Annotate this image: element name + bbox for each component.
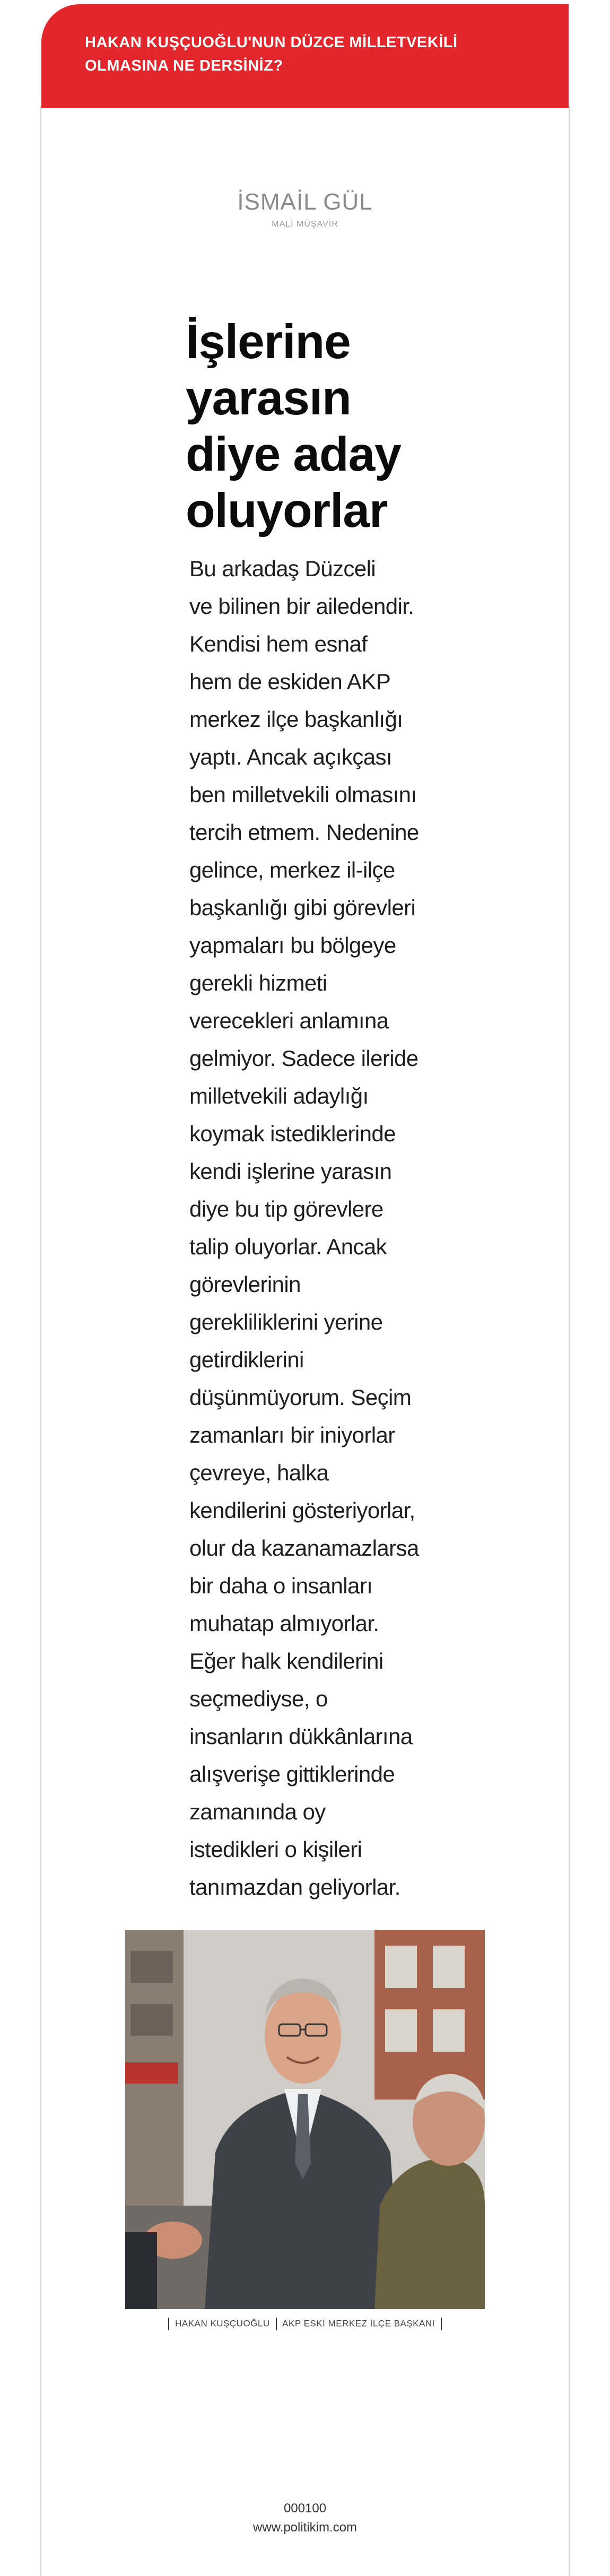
body-line: zamanında oy xyxy=(189,1799,326,1824)
body-line: kendi işlerine yarasın xyxy=(189,1159,392,1184)
body-line: diye bu tip görevlere xyxy=(189,1196,384,1221)
caption-name: HAKAN KUŞÇUOĞLU xyxy=(175,2318,270,2329)
body-line: koymak istediklerinde xyxy=(189,1121,396,1146)
headline-line: diye aday xyxy=(186,428,401,481)
body-line: hem de eskiden AKP xyxy=(189,669,391,694)
caption-separator xyxy=(276,2318,277,2330)
body-line: görevlerinin xyxy=(189,1272,301,1297)
man-face xyxy=(265,1988,341,2084)
photo-caption xyxy=(0,2318,610,2330)
body-line: milletvekili adaylığı xyxy=(189,1083,369,1108)
headline-line: oluyorlar xyxy=(186,484,388,537)
shop-sign xyxy=(125,2062,178,2084)
body-line: talip oluyorlar. Ancak xyxy=(189,1234,387,1259)
body-line: olur da kazanamazlarsa xyxy=(189,1536,419,1560)
article-headline xyxy=(186,314,483,539)
body-line: ben milletvekili olmasını xyxy=(189,782,417,807)
author-block xyxy=(0,189,610,229)
photo-illustration xyxy=(125,1930,485,2309)
article-body xyxy=(189,550,423,1906)
body-line: Eğer halk kendilerini xyxy=(189,1649,384,1673)
body-line: bir daha o insanları xyxy=(189,1573,373,1598)
body-line: alışverişe gittiklerinde xyxy=(189,1762,395,1786)
body-line: seçmediyse, o xyxy=(189,1686,328,1711)
website-link[interactable]: www.politikim.com xyxy=(252,2520,358,2535)
body-line: Bu arkadaş Düzceli xyxy=(189,556,376,581)
body-line: gelince, merkez il-ilçe xyxy=(189,857,395,882)
banner-title-line-2: OLMASINA NE DERSİNİZ? xyxy=(85,57,283,74)
body-line: insanların dükkânlarına xyxy=(189,1724,413,1749)
banner-title-line-1: HAKAN KUŞÇUOĞLU'NUN DÜZCE MİLLETVEKİLİ xyxy=(85,34,458,51)
caption-separator xyxy=(441,2318,442,2330)
body-line: merkez ilçe başkanlığı xyxy=(189,707,403,732)
banner-title xyxy=(85,31,541,77)
page-code: 000100 xyxy=(283,2501,327,2516)
body-line: gerekliliklerini yerine xyxy=(189,1309,383,1334)
author-title: MALİ MÜŞAVİR xyxy=(272,220,338,229)
body-line: muhatap almıyorlar. xyxy=(189,1611,379,1636)
body-line: zamanları bir iniyorlar xyxy=(189,1423,395,1447)
caption-role: AKP ESKİ MERKEZ İLÇE BAŞKANI xyxy=(282,2318,435,2329)
body-line: kendilerini gösteriyorlar, xyxy=(189,1498,415,1523)
body-line: gelmiyor. Sadece ileride xyxy=(189,1046,419,1071)
body-line: başkanlığı gibi görevleri xyxy=(189,895,416,920)
body-line: gerekli hizmeti xyxy=(189,970,327,995)
article-photo xyxy=(125,1930,485,2309)
body-line: getirdiklerini xyxy=(189,1347,304,1372)
headline-line: İşlerine xyxy=(186,315,351,369)
author-name: İSMAİL GÜL xyxy=(237,189,373,215)
body-line: çevreye, halka xyxy=(189,1460,329,1485)
body-line: düşünmüyorum. Seçim xyxy=(189,1385,412,1410)
left-frame-line xyxy=(40,106,41,2576)
body-line: yapmaları bu bölgeye xyxy=(189,933,396,958)
header-banner xyxy=(41,4,569,108)
body-line: Kendisi hem esnaf xyxy=(189,631,368,656)
body-line: yaptı. Ancak açıkçası xyxy=(189,744,392,769)
body-line: ve bilinen bir ailedendir. xyxy=(189,594,414,619)
headline-line: yarasın xyxy=(186,371,351,425)
caption-separator xyxy=(168,2318,169,2330)
body-line: tanımazdan geliyorlar. xyxy=(189,1875,400,1900)
body-line: verecekleri anlamına xyxy=(189,1008,389,1033)
right-frame-line xyxy=(569,106,570,2576)
body-line: istedikleri o kişileri xyxy=(189,1837,362,1862)
body-line: tercih etmem. Nedenine xyxy=(189,820,419,845)
page-footer xyxy=(0,2501,610,2535)
